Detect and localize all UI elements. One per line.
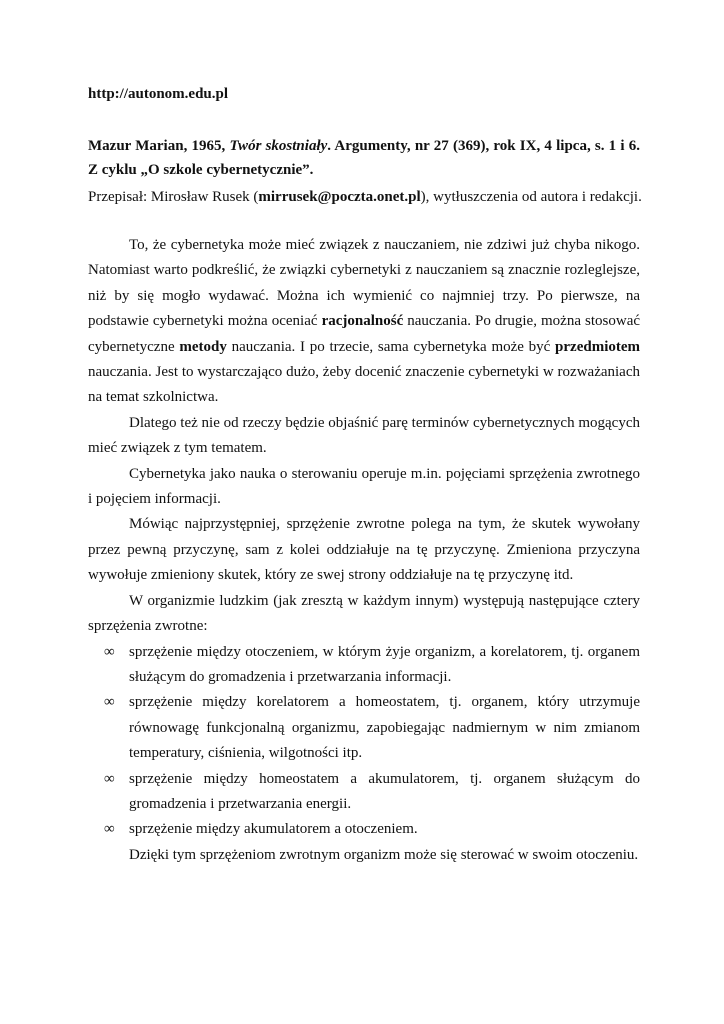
- p1-text-e: nauczania. Jest to wystarczająco dużo, żeby docenić znaczenie cybernetyki w rozważaniach na temat szkolnictwa.: [88, 364, 640, 406]
- paragraph-6: Dzięki tym sprzężeniom zwrotnym organizm może się sterować w swoim otoczeniu.: [129, 846, 639, 863]
- list-item: [88, 690, 640, 766]
- citation-author-year: Mazur Marian, 1965,: [88, 138, 230, 154]
- citation: [88, 134, 640, 182]
- bold-metody: metody: [179, 338, 227, 355]
- credits-email[interactable]: mirrusek@poczta.onet.pl: [258, 189, 421, 205]
- article-body: [88, 233, 640, 868]
- credits-prefix: Przepisał: Mirosław Rusek (: [88, 189, 259, 205]
- list-item: [88, 640, 640, 691]
- credits-suffix: ), wytłuszczenia od autora i redakcji.: [420, 189, 642, 205]
- p1-text-d: nauczania. I po trzecie, sama cybernetyka może być: [226, 338, 556, 355]
- transcription-credits: [88, 185, 648, 209]
- infinity-bullet-icon: ∞: [104, 770, 115, 787]
- paragraph-3: Cybernetyka jako nauka o sterowaniu operuje m.in. pojęciami sprzężenia zwrotnego i pojęciem informacji.: [88, 465, 640, 508]
- feedback-list: [88, 640, 640, 843]
- infinity-bullet-icon: ∞: [104, 694, 115, 711]
- source-url[interactable]: http://autonom.edu.pl: [88, 86, 229, 102]
- citation-title: Twór skostniały: [229, 138, 328, 154]
- paragraph-5: W organizmie ludzkim (jak zresztą w każdym innym) występują następujące cztery sprzężenia zwrotne:: [88, 592, 640, 635]
- list-item-text: sprzężenie między homeostatem a akumulatorem, tj. organem służącym do gromadzenia i przetwarzania energii.: [129, 770, 640, 812]
- list-item: [88, 767, 640, 818]
- paragraph-2: Dlatego też nie od rzeczy będzie objaśnić parę terminów cybernetycznych mogących mieć związek z tym tematem.: [88, 414, 640, 457]
- list-item-text: sprzężenie między akumulatorem a otoczeniem.: [129, 821, 418, 838]
- infinity-bullet-icon: ∞: [104, 821, 115, 838]
- p1-text-a: To, że cybernetyka może mieć związek z nauczaniem, nie zdziwi już chyba nikogo. Natomiast warto podkreślić, że związki cybernetyki z nauczaniem są znacznie rozleglejsze, niż by się mogło wydawać. Można ich wymienić co najmniej trzy. Po pierwsze, na podstawie cybernetyki można oceniać: [88, 237, 640, 330]
- list-item-text: sprzężenie między otoczeniem, w którym żyje organizm, a korelatorem, tj. organem służącym do gromadzenia i przetwarzania informacji.: [129, 643, 640, 685]
- infinity-bullet-icon: ∞: [104, 643, 115, 660]
- bold-przedmiotem: przedmiotem: [555, 338, 641, 355]
- citation-publication: . Argumenty, nr 27 (369), rok IX, 4 lipca, s. 1 i 6. Z cyklu „O szkole cybernetycznie”.: [88, 138, 640, 178]
- bold-racjonalnosc: racjonalność: [321, 313, 404, 330]
- paragraph-4: Mówiąc najprzystępniej, sprzężenie zwrotne polega na tym, że skutek wywołany przez pewną przyczynę, sam z kolei oddziałuje na tę przyczynę. Zmieniona przyczyna wywołuje zmieniony skutek, który ze swej strony oddziałuje na tę przyczynę itd.: [88, 516, 640, 584]
- paragraph-1: [88, 233, 640, 411]
- list-item: [88, 817, 640, 842]
- p1-text-c: nauczania. Po drugie, można stosować cybernetyczne: [88, 313, 641, 355]
- list-item-text: sprzężenie między korelatorem a homeostatem, tj. organem, który utrzymuje równowagę funkcjonalną organizmu, zapobiegając nadmiernym w nim zmianom temperatury, ciśnienia, wilgotności itp.: [129, 694, 640, 762]
